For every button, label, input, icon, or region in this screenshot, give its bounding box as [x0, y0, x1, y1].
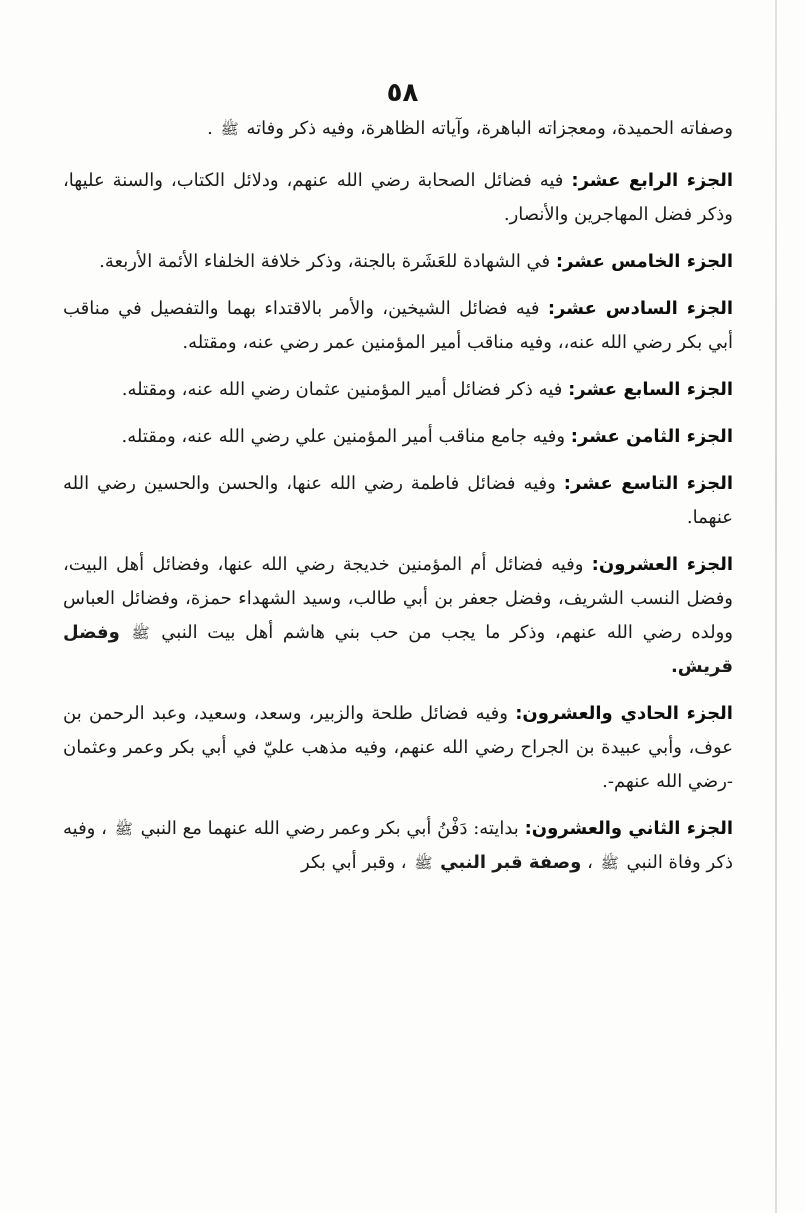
section-heading: الجزء الرابع عشر:: [571, 170, 733, 191]
salutation-seal-icon: ﷺ: [600, 854, 619, 872]
section-18: [63, 420, 733, 454]
section-19: [63, 467, 733, 535]
salutation-seal-icon: ﷺ: [114, 820, 133, 838]
section-body: فيه فضائل الشيخين، والأمر بالاقتداء بهما والتفصيل في مناقب أبي بكر رضي الله عنه،، وفيه مناقب أمير المؤمنين عمر رضي عنه، ومقتله.: [63, 298, 733, 353]
section-heading: الجزء الثاني والعشرون:: [524, 818, 733, 839]
section-22: [63, 812, 733, 880]
intro-text: وصفاته الحميدة، ومعجزاته الباهرة، وآياته الظاهرة، وفيه ذكر وفاته: [246, 118, 733, 139]
section-15: [63, 245, 733, 279]
intro-end: .: [207, 118, 213, 139]
section-heading: الجزء الثامن عشر:: [570, 426, 733, 447]
section-body: وفيه جامع مناقب أمير المؤمنين علي رضي الله عنه، ومقتله.: [121, 426, 566, 447]
salutation-seal-icon: ﷺ: [414, 854, 433, 872]
salutation-seal-icon: ﷺ: [220, 120, 239, 138]
book-contents-text: [63, 112, 733, 893]
section-body-part-3: ،: [587, 852, 593, 873]
section-17: [63, 373, 733, 407]
section-body: في الشهادة للعَشَرة بالجنة، وذكر خلافة الخلفاء الأئمة الأربعة.: [99, 251, 551, 272]
page-number: ٥٨: [386, 78, 419, 108]
section-body: فيه فضائل الصحابة رضي الله عنهم، ودلائل الكتاب، والسنة عليها، وذكر فضل المهاجرين والأنصار.: [63, 170, 733, 225]
section-20: [63, 548, 733, 684]
section-bold-mid: وصفة قبر النبي: [440, 852, 582, 873]
section-21: [63, 697, 733, 799]
section-heading: الجزء الحادي والعشرون:: [515, 703, 733, 724]
section-body-part-2: ، وفيه ذكر وفاة النبي: [63, 818, 733, 873]
section-body-part-4: ، وقبر أبي بكر: [301, 852, 407, 873]
section-heading: الجزء العشرون:: [591, 554, 733, 575]
section-body: وفيه فضائل طلحة والزبير، وسعد، وسعيد، وعبد الرحمن بن عوف، وأبي عبيدة بن الجراح رضي الله عنهم، وفيه مذهب عليّ في أبي بكر وعمر وعثمان -رضي الله عنهم-.: [63, 703, 733, 792]
section-body: وفيه فضائل أم المؤمنين خديجة رضي الله عنها، وفضائل أهل البيت، وفضل النسب الشريف، وفضل جعفر بن أبي طالب، وسيد الشهداء حمزة، وفضائل العباس وولده رضي الله عنهم، وذكر ما يجب من حب بني هاشم أهل بيت النبي: [63, 554, 733, 643]
section-body: وفيه فضائل فاطمة رضي الله عنها، والحسن والحسين رضي الله عنهما.: [63, 473, 733, 528]
section-heading: الجزء التاسع عشر:: [563, 473, 733, 494]
section-heading: الجزء السابع عشر:: [568, 379, 733, 400]
section-14: [63, 164, 733, 232]
section-heading: الجزء الخامس عشر:: [555, 251, 733, 272]
section-bold-tail: وفضل قريش.: [63, 622, 733, 677]
section-16: [63, 292, 733, 360]
intro-paragraph: [63, 112, 733, 146]
page-edge-shadow: [775, 0, 777, 1213]
section-body-part-1: بدايته: دَفْنُ أبي بكر وعمر رضي الله عنهما مع النبي: [140, 818, 519, 839]
section-heading: الجزء السادس عشر:: [547, 298, 734, 319]
salutation-seal-icon: ﷺ: [131, 624, 150, 642]
section-body: فيه ذكر فضائل أمير المؤمنين عثمان رضي الله عنه، ومقتله.: [121, 379, 563, 400]
